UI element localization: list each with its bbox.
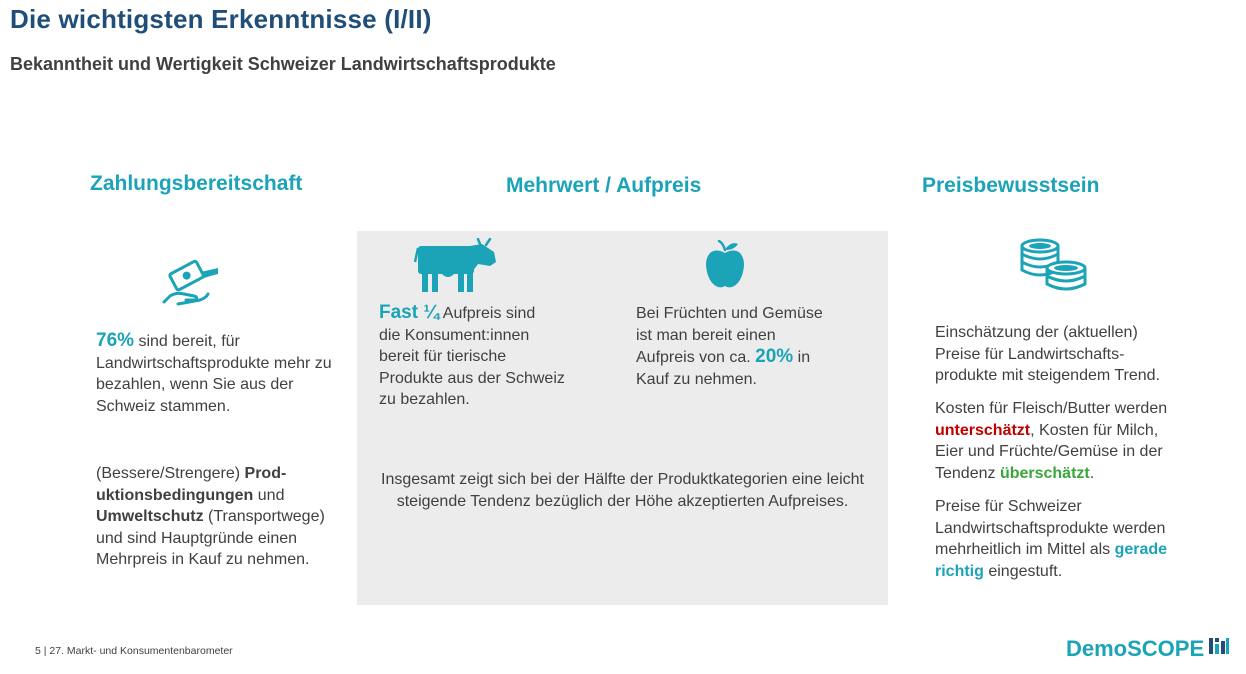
apple-icon (704, 240, 746, 290)
cow-text: Fast ¼ Aufpreis sind die Konsument:innen bereit für tierische Produkte aus der Schweiz zu bezahlen. (379, 302, 565, 408)
highlight-76: 76% (96, 330, 135, 351)
apple-text: Bei Früchten und Gemüse ist man bereit einen Aufpreis von ca. 20% in Kauf zu nehmen. (636, 305, 823, 388)
text-richtig: richtig (935, 562, 984, 580)
text-ueberschaetzt: überschätzt (999, 464, 1090, 482)
right-paragraph-3: Preise für Schweizer Landwirtschaftsprodukte werden mehrheitlich im Mittel als gerade richtig eingestuft. (935, 498, 1168, 580)
logo-text: DemoSCOPE (1066, 636, 1205, 661)
highlight-20: 20% (755, 346, 794, 367)
coins-icon (1018, 238, 1090, 298)
page-subtitle: Bekanntheit und Wertigkeit Schweizer Landwirtschaftsprodukte (10, 54, 556, 74)
heading-zahlungsbereitschaft: Zahlungsbereitschaft (90, 172, 303, 195)
left-paragraph-1: 76% sind bereit, für Landwirtschaftsprodukte mehr zu bezahlen, wenn Sie aus der Schweiz stammen. (96, 330, 332, 415)
cow-icon (414, 238, 498, 294)
highlight-fast-quarter: Fast ¼ (379, 302, 440, 323)
right-paragraph-2: Kosten für Fleisch/Butter werden unterschätzt, Kosten für Milch, Eier und Früchte/Gemüse in der Tendenz überschätzt. (935, 400, 1168, 482)
text-unterschaetzt: unterschätzt (935, 421, 1031, 439)
left-paragraph-2: (Bessere/Strengere) Prod- uktionsbedingungen und Umweltschutz (Transportwege) und sind Hauptgründe einen Mehrpreis in Kauf zu nehmen. (96, 465, 325, 568)
money-hand-icon (160, 258, 224, 310)
demoscope-logo (1066, 636, 1229, 662)
heading-mehrwert-aufpreis: Mehrwert / Aufpreis (506, 174, 702, 197)
right-paragraph-1: Einschätzung der (aktuellen) Preise für Landwirtschafts- produkte mit steigendem Trend. (935, 324, 1161, 384)
page-title: Die wichtigsten Erkenntnisse (I/II) (10, 4, 432, 34)
text-gerade: gerade (1114, 541, 1168, 558)
middle-summary: Insgesamt zeigt sich bei der Hälfte der Produktkategorien eine leicht steigende Tendenz bezüglich der Höhe akzeptierten Aufpreises. (381, 471, 864, 510)
demoscope-bars-icon (1209, 636, 1229, 662)
footer-text: 5 | 27. Markt- und Konsumentenbarometer (35, 645, 233, 657)
heading-preisbewusstsein: Preisbewusstsein (922, 174, 1100, 197)
